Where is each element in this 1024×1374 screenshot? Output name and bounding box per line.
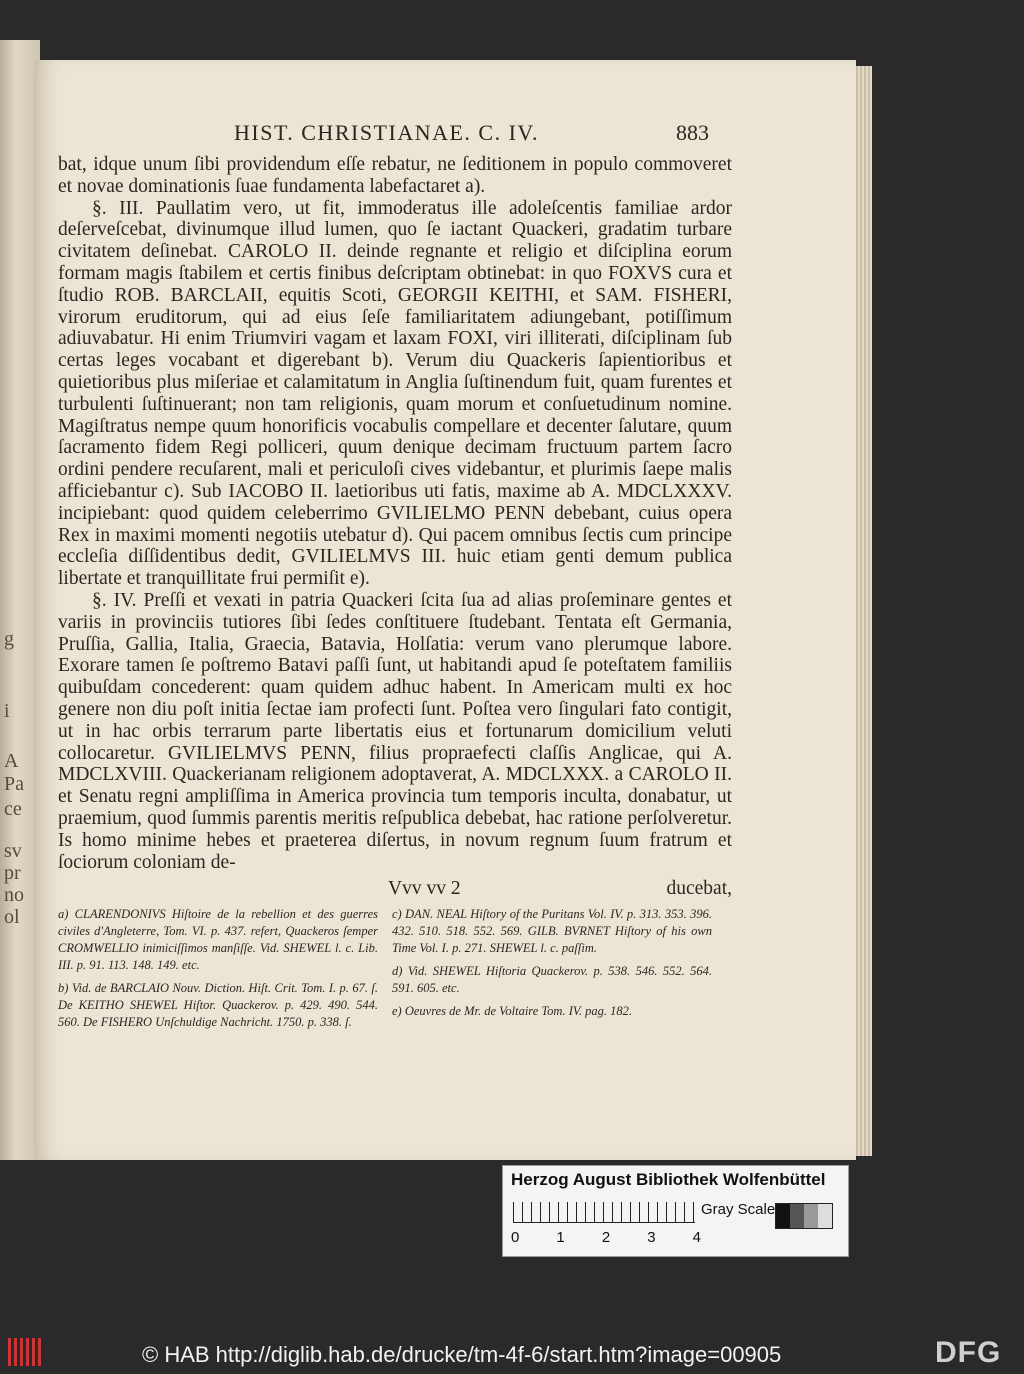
page-number: 883 — [676, 120, 709, 145]
ruler-tick: 2 — [601, 1229, 611, 1246]
footnote-d: d) Vid. SHEWEL Hiſtoria Quackerov. p. 538. 546. 552. 564. 591. 605. etc. — [392, 964, 712, 995]
paragraph-section-3: §. III. Paullatim vero, ut fit, immoderatus ille adoleſcentis familiae ardor deſerveſcebat, divinumque illud lumen, quo ſe iactant Quackeri, gradatim turbare civitatem deſinebat. CAROLO II. deinde regnante et religio et diſciplina eorum formam magis ſtabilem et certis finibus deſcriptam obtinebat: in quo FOXVS cura et ſtudio ROB. BARCLAII, equitis Scoti, GEORGII KEITHI, et SAM. FISHERI, virorum eruditorum, qui ad eius ſeſe familiaritatem adiungebant, potiſſimum adiuvabatur. Hi enim Triumviri vagam et laxam FOXI, viri illiterati, diſciplinam ſub certas leges vocabant et digerebant b). Verum diu Quackeris ſapientioribus et quietioribus plus miſeriae et calamitatum in Anglia ſuſtinendum fuit, quam furentes et turbulenti ſuſtinuerant; non tam religionis, quam morum et conſuetudinum nomine. Magiſtratus nempe quum honorificis vocabulis compellare et decenter ſalutare, quum ſacramento fidem Regi polliceri, quum denique decimam fructuum partem ſacro ordini pendere recuſarent, mali et periculoſi cives videbantur, et plurimis ſaepe malis afficiebantur c). Sub IACOBO II. laetioribus uti fatis, maxime ab A. MDCLXXXV. incipiebant: quod quidem celeberrimo GVILIELMO PENN debebant, cuius opera Rex in maximi momenti negotiis utebatur d). Qui pacem omnibus ſectis cum principe eccleſia diſſidentibus dedit, GVILIELMVS III. huic etiam genti demum publica libertate et tranquillitate frui permiſit e). — [58, 197, 732, 590]
gray-scale-swatch — [775, 1203, 833, 1229]
library-name: Herzog August Bibliothek Wolfenbüttel — [511, 1170, 826, 1189]
footnote-e: e) Oeuvres de Mr. de Voltaire Tom. IV. pag. 182. — [392, 1004, 633, 1018]
facing-page-fragment: sv — [4, 840, 22, 862]
facing-page-fragment: g — [4, 628, 14, 650]
source-url-link[interactable]: © HAB http://diglib.hab.de/drucke/tm-4f-6/start.htm?image=00905 — [142, 1342, 782, 1367]
footnote-c: c) DAN. NEAL Hiſtory of the Puritans Vol. IV. p. 313. 353. 396. 432. 510. 518. 552. 569. GILB. BVRNET Hiſtory of his own Time Vol. I. p. 271. SHEWEL l. c. paſſim. — [392, 907, 712, 955]
hab-logo-icon — [8, 1338, 44, 1366]
facing-page-fragment: pr — [4, 862, 21, 884]
facing-page-fragment: ce — [4, 798, 22, 820]
ruler-tick: 3 — [647, 1229, 656, 1246]
paragraph-section-4: §. IV. Preſſi et vexati in patria Quackeri ſcita ſua ad alias proſeminare gentes et variis in provinciis tutiores ſibi ſedes conſtituere ſtudebant. Tentata eſt Germania, Pruſſia, Gallia, Italia, Graecia, Batavia, Holſatia: verum vano plerumque labore. Exorare tamen ſe poſtremo Batavi paſſi ſunt, ut habitandi apud ſe poteſtatem familiis quibuſdam concederent: quam quidem adhuc habent. In Americam multi ex hoc genere non diu poſt initia ſectae iam profecti ſunt. Poſtea vero ſingulari fato contigit, ut in hac orbis terrarum parte libertatis eius et fortunarum domicilium veluti collocaretur. GVILIELMVS PENN, filius propraefecti claſſis Anglicae, qui A. MDCLXVIII. Quackerianam religionem adoptaverat, A. MDCLXXX. a CAROLO II. et Senatu regni ampliſſima in America provincia tum temporis inculta, donabatur, ut praemium, quod ſummis parentis meritis reſpublica debebat, hac ratione perſolveretur. Is homo minime hebes et praeterea diſertus, in novum regnum ſuum fratrum et ſociorum coloniam de- — [58, 589, 732, 873]
ruler-tick: 0 — [511, 1229, 520, 1246]
footnote-b: b) Vid. de BARCLAIO Nouv. Diction. Hiſt. Crit. Tom. I. p. 67. ſ. De KEITHO SHEWEL Hiſtor. Quackerov. p. 429. 490. 544. 560. De FISHERO Unſchuldige Nachricht. 1750. p. 338. ſ. — [58, 981, 378, 1029]
dfg-logo: DFG — [935, 1336, 1002, 1369]
running-header — [34, 120, 734, 150]
footnotes-left-column — [58, 906, 378, 1037]
gray-scale-label: Gray Scale — [701, 1201, 776, 1218]
footnote-a: a) CLARENDONIVS Hiſtoire de la rebellion et des guerres civiles d'Angleterre, Tom. VI. p. 437. refert, Quackeros ſemper CROMWELLIO inimiciſſimos manſiſſe. Vid. SHEWEL l. c. Lib. III. p. 91. 113. 148. 149. etc. — [58, 907, 378, 972]
facing-page-fragment: ol — [4, 906, 20, 928]
ruler-ticks — [511, 1229, 701, 1246]
main-text — [58, 154, 732, 873]
facing-page-fragment: no — [4, 884, 24, 906]
facing-page-fragment: Pa — [4, 773, 24, 795]
book-page — [34, 60, 856, 1160]
ruler-scale — [513, 1202, 695, 1223]
facing-page-fragment: A — [4, 750, 19, 772]
footnotes-right-column — [392, 906, 712, 1026]
signature-mark: Vvv vv 2 — [388, 878, 461, 899]
ruler-tick: 1 — [556, 1229, 565, 1246]
paragraph-continuation: bat, idque unum ſibi providendum eſſe rebatur, ne ſeditionem in populo commoveret et novae dominationis ſuae fundamenta labefactaret a). — [58, 154, 732, 197]
color-calibration-card — [502, 1165, 849, 1257]
catchword: ducebat, — [666, 878, 732, 899]
viewer-footer — [0, 1330, 1024, 1374]
facing-page-fragment: i — [4, 700, 10, 722]
running-title: HIST. CHRISTIANAE. C. IV. — [234, 120, 539, 145]
signature-line — [58, 878, 732, 902]
ruler-tick: 4 — [692, 1229, 701, 1246]
